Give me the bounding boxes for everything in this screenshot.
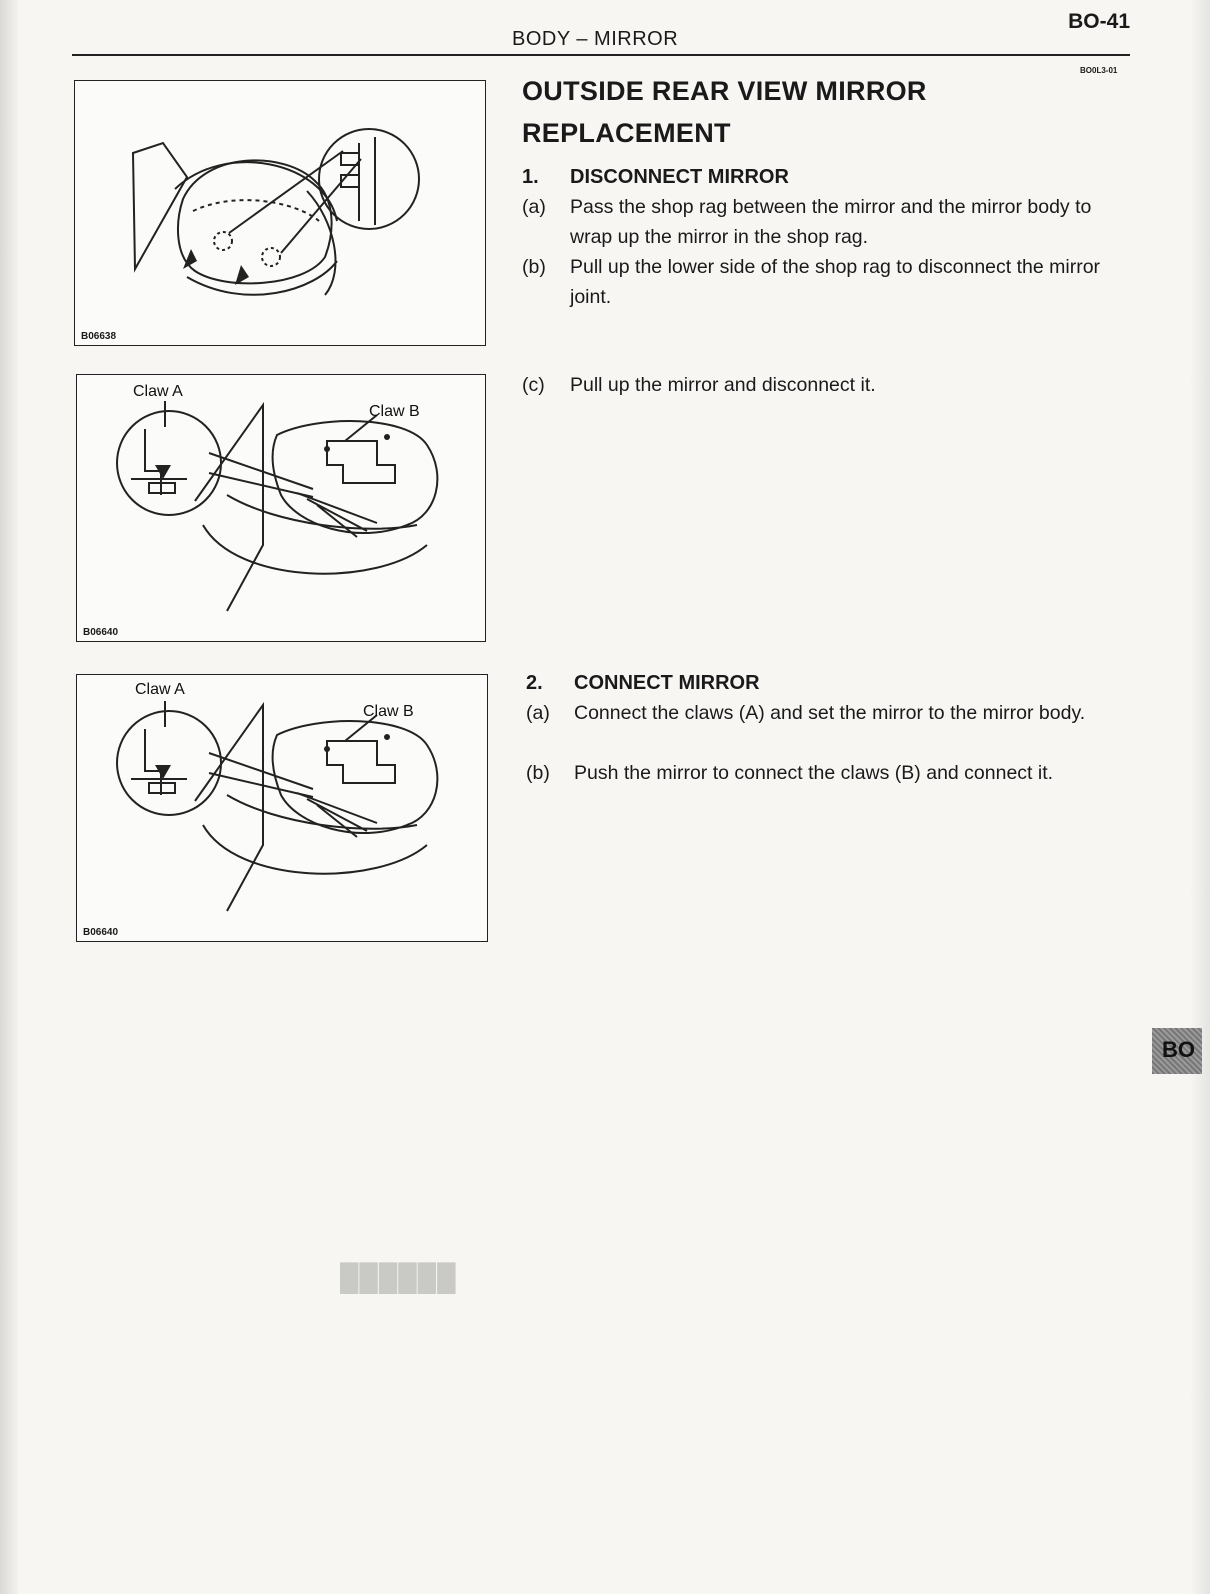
step-number: 1. (522, 166, 539, 188)
figure-code: B06640 (83, 627, 119, 638)
page-number: BO-41 (1068, 10, 1130, 33)
step-2-heading (526, 668, 1126, 698)
callout-claw-a: Claw A (135, 681, 185, 698)
section-index-label: BO (1162, 1037, 1195, 1062)
sub-label: (b) (526, 762, 550, 784)
sub-label: (c) (522, 374, 545, 396)
bleed-through-ghost: ██████ (340, 1262, 457, 1292)
figure-code: B06638 (81, 331, 117, 342)
callout-claw-b: Claw B (363, 703, 414, 720)
claws-connect-illustration (77, 675, 487, 941)
step-1-sub-c (522, 370, 1134, 400)
sub-text: Pull up the mirror and disconnect it. (570, 374, 876, 396)
step-number: 2. (526, 672, 543, 694)
sub-text: Connect the claws (A) and set the mirror to the mirror body. (574, 702, 1086, 724)
wrap-mirror-illustration (75, 81, 485, 345)
step-1-sub-b (522, 252, 1134, 312)
section-index-tab (1152, 1028, 1202, 1074)
figure-code: B06640 (83, 927, 119, 938)
figure-claws-disconnect (76, 374, 486, 642)
sub-text: Pull up the lower side of the shop rag to disconnect the mirror joint. (570, 256, 1101, 308)
section-title: BODY – MIRROR (512, 28, 679, 50)
page-left-shadow (0, 0, 18, 1594)
sub-text: Push the mirror to connect the claws (B) and connect it. (574, 762, 1054, 784)
callout-claw-b: Claw B (369, 403, 420, 420)
page-right-shadow (1190, 0, 1210, 1594)
step-heading: CONNECT MIRROR (574, 672, 760, 694)
claws-disconnect-illustration (77, 375, 485, 641)
figure-wrap-mirror (74, 80, 486, 346)
step-1-sub-a (522, 192, 1134, 252)
step-2-sub-b (526, 758, 1138, 788)
sub-label: (a) (526, 702, 550, 724)
document-code: BO0L3-01 (1080, 66, 1118, 75)
page-heading: OUTSIDE REAR VIEW MIRROR REPLACEMENT (522, 76, 927, 148)
step-1-heading (522, 162, 1122, 192)
sub-text: Pass the shop rag between the mirror and the mirror body to wrap up the mirror in the shop rag. (570, 196, 1092, 248)
callout-claw-a: Claw A (133, 383, 183, 400)
step-heading: DISCONNECT MIRROR (570, 166, 789, 188)
sub-label: (b) (522, 256, 546, 278)
figure-claws-connect (76, 674, 488, 942)
sub-label: (a) (522, 196, 546, 218)
step-2-sub-a (526, 698, 1138, 728)
header-rule (72, 54, 1130, 56)
